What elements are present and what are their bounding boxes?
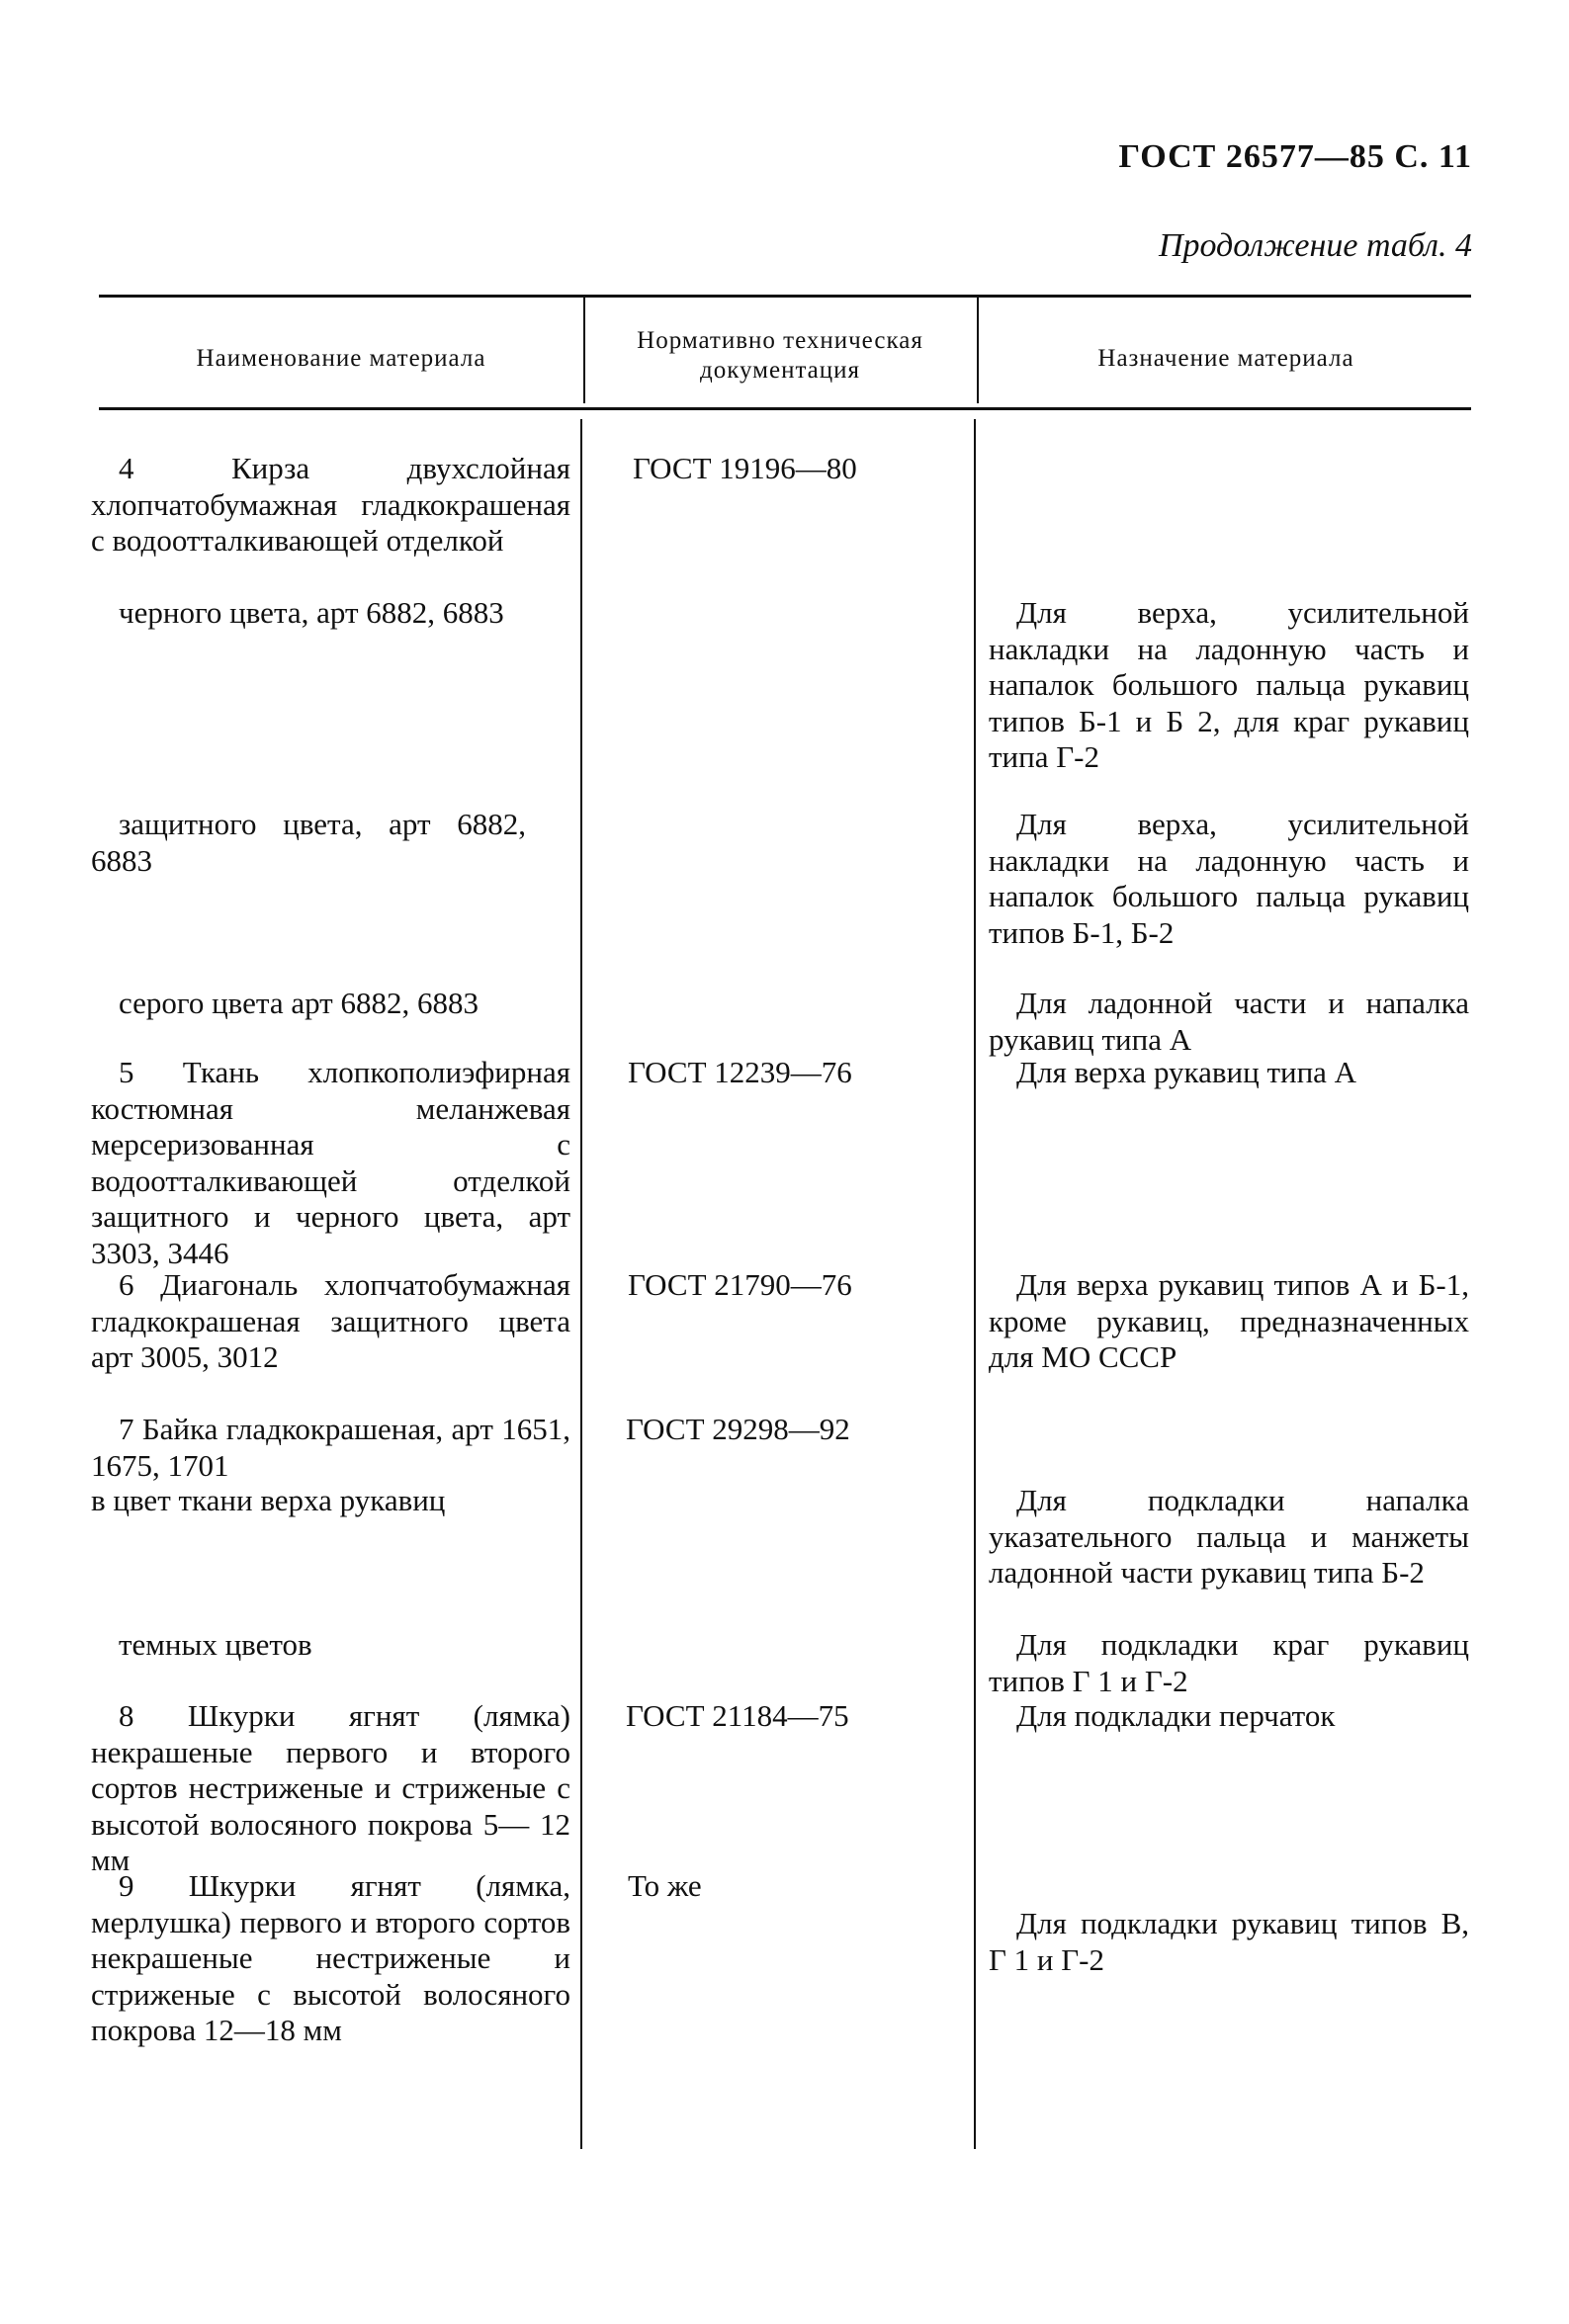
table-cell-material bbox=[91, 595, 570, 632]
column-divider-2 bbox=[977, 297, 979, 403]
material-text: 8 Шкурки ягнят (лямка) некрашеные первого и второго сортов нестриженые и стриженые с высотой волосяного покрова 5— 12 мм bbox=[91, 1698, 570, 1877]
purpose-text: Для подкладки перчаток bbox=[1016, 1698, 1336, 1733]
table-cell-material bbox=[91, 451, 570, 559]
material-text: черного цвета, арт 6882, 6883 bbox=[119, 595, 504, 630]
table-cell-purpose bbox=[989, 807, 1469, 951]
material-text: в цвет ткани верха рукавиц bbox=[91, 1483, 446, 1517]
material-text: серого цвета арт 6882, 6883 bbox=[119, 986, 479, 1020]
material-text: 4 Кирза двухслойная хлопчатобумажная гладкокрашеная с водоотталкивающей отделкой bbox=[91, 451, 570, 558]
table-cell-purpose bbox=[989, 1906, 1469, 1978]
table-cell-material bbox=[91, 986, 570, 1022]
table-cell-material bbox=[91, 1698, 570, 1879]
table-cell-material bbox=[91, 1483, 570, 1519]
table-header-rule bbox=[99, 407, 1471, 410]
purpose-text: Для подкладки рукавиц типов В, Г 1 и Г-2 bbox=[989, 1906, 1469, 1977]
table-cell-material bbox=[91, 1868, 570, 2049]
purpose-text: Для подкладки краг рукавиц типов Г 1 и Г-2 bbox=[989, 1627, 1469, 1698]
material-text: 5 Ткань хлопкополиэфирная костюмная меланжевая мерсеризованная с водоотталкивающей отделкой защитного и черного цвета, арт 3303, 3446 bbox=[91, 1055, 570, 1270]
table-cell-material bbox=[91, 1055, 570, 1271]
material-text: 7 Байка гладкокрашеная, арт 1651, 1675, 1701 bbox=[91, 1412, 570, 1483]
table-cell-material bbox=[91, 1412, 570, 1484]
column-divider-1 bbox=[583, 297, 585, 403]
material-text: темных цветов bbox=[119, 1627, 312, 1662]
table-top-rule bbox=[99, 295, 1471, 298]
column-header-documentation: Нормативно техническая документация bbox=[637, 327, 923, 384]
purpose-text: Для верха, усилительной накладки на ладонную часть и напалок большого пальца рукавиц типов Б-1 и Б 2, для краг рукавиц типа Г-2 bbox=[989, 595, 1469, 774]
table-cell-purpose bbox=[989, 595, 1469, 776]
table-cell-documentation: ГОСТ 21790—76 bbox=[628, 1267, 852, 1302]
table-cell-purpose bbox=[989, 1267, 1469, 1376]
column-divider-1-body bbox=[580, 419, 582, 2149]
table-cell-purpose bbox=[989, 1698, 1469, 1735]
column-divider-2-body bbox=[974, 419, 976, 2149]
purpose-text: Для верха, усилительной накладки на ладонную часть и напалок большого пальца рукавиц типов Б-1, Б-2 bbox=[989, 807, 1469, 950]
table-cell-purpose bbox=[989, 1483, 1469, 1592]
purpose-text: Для ладонной части и напалка рукавиц типа А bbox=[989, 986, 1469, 1057]
page-header: ГОСТ 26577—85 С. 11 bbox=[1118, 138, 1472, 175]
table-cell-purpose bbox=[989, 1055, 1469, 1091]
purpose-text: Для подкладки напалка указательного пальца и манжеты ладонной части рукавиц типа Б-2 bbox=[989, 1483, 1469, 1590]
material-text: 9 Шкурки ягнят (лямка, мерлушка) первого и второго сортов некрашеные нестриженые и стриженые с высотой волосяного покрова 12—18 мм bbox=[91, 1868, 570, 2047]
table-cell-purpose bbox=[989, 986, 1469, 1058]
table-continuation-caption: Продолжение табл. 4 bbox=[1158, 227, 1472, 264]
table-cell-documentation: ГОСТ 12239—76 bbox=[628, 1055, 852, 1089]
table-cell-purpose bbox=[989, 1627, 1469, 1699]
material-text: 6 Диагональ хлопчатобумажная гладкокрашеная защитного цвета арт 3005, 3012 bbox=[91, 1267, 570, 1374]
column-header-purpose: Назначение материала bbox=[1097, 345, 1354, 372]
table-cell-documentation: То же bbox=[628, 1868, 702, 1903]
material-text: защитного цвета, арт 6882, 6883 bbox=[91, 807, 526, 878]
table-cell-material bbox=[91, 1627, 570, 1664]
column-header-material: Наименование материала bbox=[196, 345, 486, 372]
table-cell-documentation: ГОСТ 19196—80 bbox=[633, 451, 857, 485]
table-cell-material bbox=[91, 807, 526, 879]
purpose-text: Для верха рукавиц типа А bbox=[1016, 1055, 1357, 1089]
table-cell-documentation: ГОСТ 21184—75 bbox=[626, 1698, 849, 1733]
table-cell-documentation: ГОСТ 29298—92 bbox=[626, 1412, 850, 1446]
table-cell-material bbox=[91, 1267, 570, 1376]
purpose-text: Для верха рукавиц типов А и Б-1, кроме рукавиц, предназначенных для МО СССР bbox=[989, 1267, 1469, 1374]
